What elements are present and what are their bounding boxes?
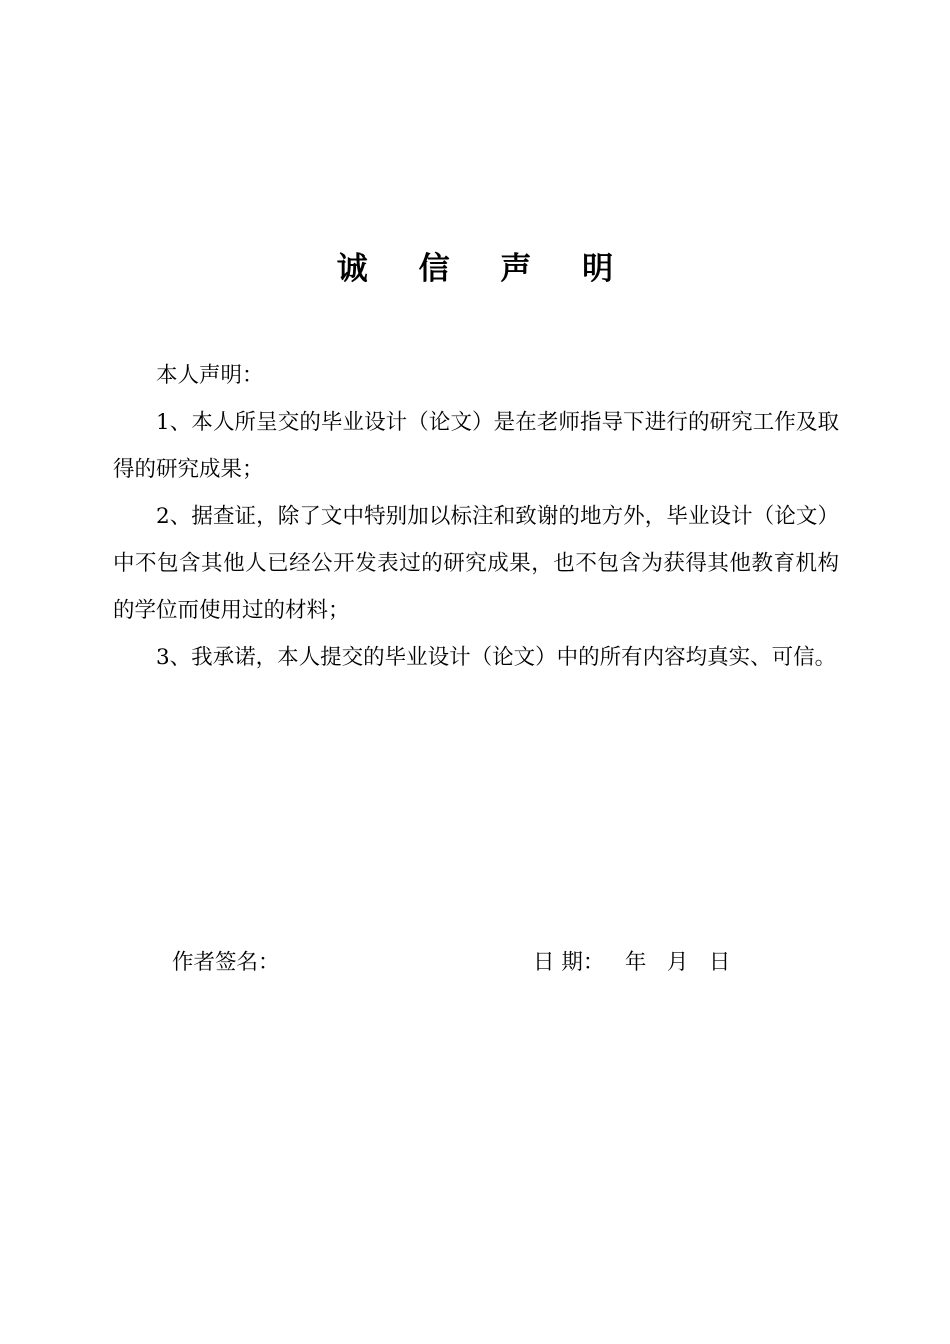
page-title: 诚 信 声 明 <box>336 251 634 287</box>
declaration-body <box>113 352 839 681</box>
intro-paragraph: 本人声明： <box>156 363 264 388</box>
author-signature-label: 作者签名： <box>172 950 280 975</box>
date-label: 日 期： 年 月 日 <box>533 950 731 975</box>
clause-1: 1、本人所呈交的毕业设计（论文）是在老师指导下进行的研究工作及取得的研究成果； <box>113 410 839 482</box>
clause-3: 3、我承诺，本人提交的毕业设计（论文）中的所有内容均真实、可信。 <box>156 645 837 670</box>
clause-2: 2、据查证，除了文中特别加以标注和致谢的地方外，毕业设计（论文）中不包含其他人已经公开发表过的研究成果，也不包含为获得其他教育机构的学位而使用过的材料； <box>113 504 839 623</box>
